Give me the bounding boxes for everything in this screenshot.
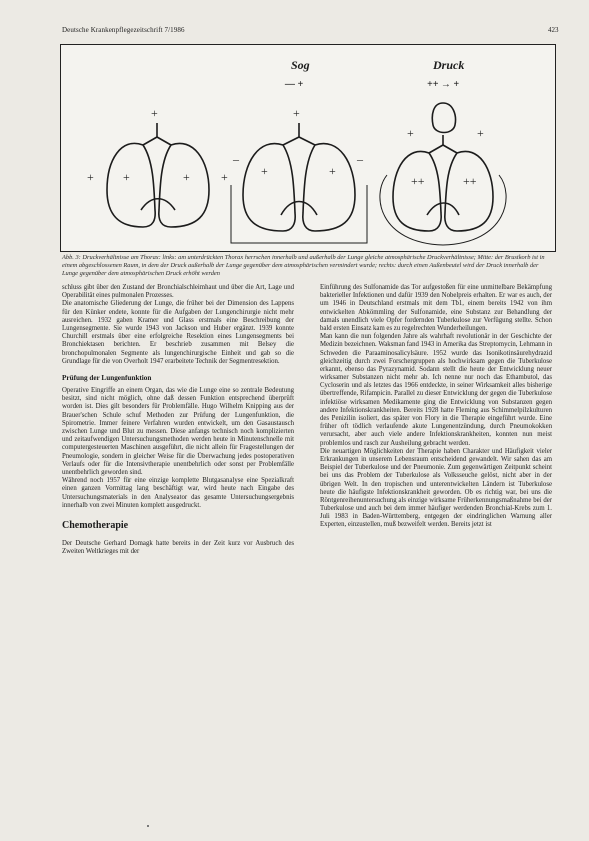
plus-sign: + <box>293 106 300 120</box>
druck-label: Druck <box>433 58 465 72</box>
sog-symbol: — + <box>285 79 304 90</box>
plus-sign: + <box>151 106 158 120</box>
running-header: Deutsche Krankenpflegezeitschrift 7/1986 <box>62 26 185 34</box>
plus-sign: + <box>329 164 336 178</box>
page-number: 423 <box>548 26 559 34</box>
plus-sign: ++ <box>411 174 425 188</box>
subheading: Prüfung der Lungenfunktion <box>62 373 152 382</box>
plus-sign: + <box>221 170 228 184</box>
sog-label: Sog <box>291 58 310 72</box>
plus-sign: ++ <box>463 174 477 188</box>
minus-sign: – <box>357 152 363 166</box>
paragraph: Während noch 1957 für eine einzige komplette Blutgasanalyse eine Spezialkraft einen ganzen Vormittag lang beschäftigt war, wird heute nach Eingabe des Untersuchungsmaterials in den Analyseator das gesamte Untersuchungsergebnis innerhalb von zwei Minuten komplett ausgedruckt. <box>62 477 294 509</box>
plus-sign: + <box>183 170 190 184</box>
plus-sign: + <box>407 126 414 140</box>
plus-sign: + <box>87 170 94 184</box>
left-column <box>62 284 294 556</box>
plus-sign: + <box>261 164 268 178</box>
right-column <box>320 284 552 530</box>
paragraph: Operative Eingriffe an einem Organ, das wie die Lunge eine so zentrale Bedeutung besitzt, sind nicht möglich, ohne daß dessen Funktion entsprechend überprüft worden ist. Dies gilt besonders für Problemfälle. Hugo Wilhelm Knipping aus der Brauer'schen Schule schuf Methoden zur Prüfung der Lungenfunktion, die Spirometrie. Immer feinere Verfahren wurden entwickelt, um den Gasaustausch zwischen Lunge und Blut zu messen. Diese anfangs technisch noch komplizierten und zeitaufwendigen Untersuchungsmethoden werden heute in Minutenschnelle mit computergesteuerten Maschinen ausgeführt, die nicht allein für Fragestellungen der Pneumologie, sondern in gleicher Weise für die Überwachung jedes postoperativen Verlaufs oder für die Intensivtherapie unentbehrlich oder sonst per Problemfälle unentbehrlich geworden sind. <box>62 387 294 476</box>
lung-diagram-middle <box>231 123 367 243</box>
lung-pressure-figure <box>60 44 556 252</box>
minus-sign: – <box>233 152 239 166</box>
paragraph: Man kann die nun folgenden Jahre als wahrhaft revolutionär in der Geschichte der Medizin bezeichnen. Waksman fand 1943 in Amerika das Streptomycin, Lehmann in Schweden die Paraaminosalicylsäure. 1952 wurde das Isonikotinsäurehydrazid gleichzeitig durch zwei Forschergruppen als hochwirksam gegen die Tuberkulose erkannt, ebenso das Pyrazynamid. Sodann stellt die heute der Entwicklung neuer wirksamer Substanzen nicht mehr ab. Ich nenne nur noch das Ethambutol, das Cycloserin und als letztes das 1966 entdeckte, in seiner Wirksamkeit alles bisherige übertreffende, Rifampicin. Parallel zu dieser Entwicklung der gegen die Tuberkulose infektiöse wirksamen Medikamente ging die Entwicklung von Substanzen gegen andere Infektionskrankheiten. Bereits 1928 hatte Fleming aus Schimmelpilzkulturen des Penizilin isoliert, das später von Flory in die Therapie eingeführt wurde. Eine früher oft tödlich verlaufende akute Lungenentzündung, durch Pneumokokken verursacht, aber auch viele andere Infektionskrankheiten, konnten nun meist problemlos und rasch zur Ausheilung gebracht werden. <box>320 333 552 447</box>
lung-diagram-right <box>380 103 506 245</box>
druck-symbol: ++ → + <box>427 79 460 90</box>
figure-caption: Abb. 3: Druckverhältnisse am Thorax: links: am unterdrückten Thorax herrschen innerhalb und außerhalb der Lunge gleiche atmosphärische Druckverhältnisse; Mitte: der Brustkorb ist in einem abgeschlossenen Raum, in dem der Druck außerhalb der Lunge gegenüber dem atmosphärischen vermindert wurde; rechts: durch einen Außenbeutel wird der Druck innerhalb der Lunge gegenüber dem atmosphärischen Druck erhöht werden <box>62 254 545 278</box>
paragraph: Der Deutsche Gerhard Domagk hatte bereits in der Zeit kurz vor Ausbruch des Zweiten Weltkrieges mit der <box>62 540 294 556</box>
section-heading: Chemotherapie <box>62 519 129 531</box>
plus-sign: + <box>123 170 130 184</box>
paragraph: Die anatomische Gliederung der Lunge, die früher bei der Dimension des Lappens für den Künker endete, konnte für die Aufgaben der Lungenchirurgie nicht mehr ausreichen. 1932 gaben Kramer und Glass erstmals eine Beschreibung der Lungensegmente. Sie wurde 1943 von Jackson und Huber ergänzt. 1939 konnte Churchill erstmals über eine erfolgreiche Resektion eines Lungensegments bei Bronchiektasen berichten. Er beschrieb zusammen mit Belsey die bronchopulmonalen Segmente als lungenchirurgische Einheit und gab so die Grundlage für die von Overholt 1947 erarbeitete Technik der Segmentresektion. <box>62 300 294 365</box>
plus-sign: + <box>477 126 484 140</box>
paragraph: schluss gibt über den Zustand der Bronchialschleimhaut und über die Art, Lage und Operabilität eines pulmonalen Prozesses. <box>62 284 294 300</box>
lung-diagrams <box>61 45 555 251</box>
paragraph: Einführung des Sulfonamide das Tor aufgestoßen für eine unmittelbare Bekämpfung bakterieller Infektionen und dafür 1939 den Nobelpreis erhalten. Er war es auch, der um 1946 in Deutschland erstmals mit dem Tb1, einem bereits 1942 von ihm entwickelten Abkömmling der Sulfonamide, eine Substanz zur Behandlung der damals unendlich viele Opfer fordernden Tuberkulose zur Verfügung stellte. Schon bald ersten Einsatz kam es zu regelrechten Wunderheilungen. <box>320 284 552 332</box>
page-mark <box>147 825 149 827</box>
paragraph: Die neuartigen Möglichkeiten der Therapie haben Charakter und Häufigkeit vieler Erkrankungen in unserem Lebensraum entscheidend gewandelt. Wir sahen das am Beispiel der Tuberkulose und der Pneumonie. Zum gegenwärtigen Zeitpunkt scheint bei uns das Problem der Tuberkulose als Volksseuche gelöst, nicht aber in der übrigen Welt. In den tropischen und unterentwickelten Ländern ist Tuberkulose heute die häufigste Infektionskrankheit geworden. Ob es richtig war, bei uns die Röntgenreihenuntersuchung als einzige wirksame Früherkennungsmaßnahme bei der Tuberkulose und auch bei dem immer häufiger werdenden Bronchial-Krebs zum 1. Juli 1983 in Baden-Württemberg, entgegen der eindringlichen Warnung aller Experten, einzustellen, muß bezweifelt werden. Bereits jetzt ist <box>320 447 552 529</box>
